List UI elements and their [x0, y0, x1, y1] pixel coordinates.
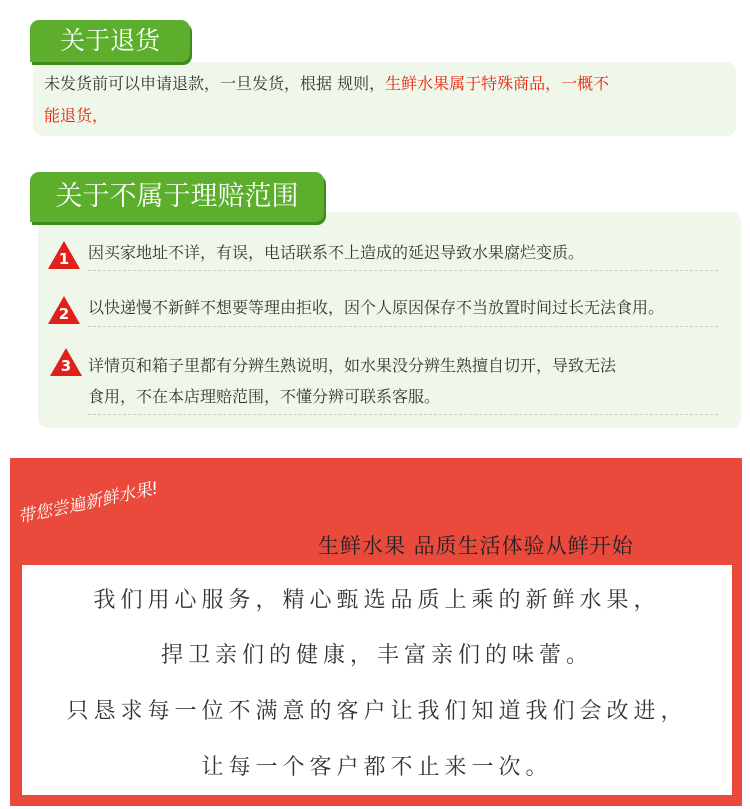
- returns-text-plain: 未发货前可以申请退款，一旦发货，根据 规则，: [44, 74, 386, 93]
- returns-text-line-1: [44, 74, 609, 94]
- dashed-divider: [88, 414, 718, 415]
- promo-line-1: 我们用心服务，精心甄选品质上乘的新鲜水果，: [93, 588, 661, 613]
- exclusion-text-1: 因买家地址不详，有误，电话联系不上造成的延迟导致水果腐烂变质。: [88, 243, 585, 262]
- returns-text-line-2: 能退货，: [44, 106, 109, 125]
- exclusion-text-2: 以快递慢不新鲜不想要等理由拒收，因个人原因保存不当放置时间过长无法食用。: [88, 298, 665, 317]
- dashed-divider: [88, 326, 718, 327]
- promo-slogan: 生鲜水果 品质生活体验从鲜开始: [318, 534, 634, 558]
- returns-text-red: 生鲜水果属于特殊商品，一概不: [385, 74, 610, 93]
- exclusion-number-3: 3: [60, 357, 72, 375]
- exclusions-section-title: 关于不属于理赔范围: [30, 172, 324, 222]
- promo-line-2: 捍卫亲们的健康，丰富亲们的味蕾。: [160, 643, 593, 668]
- returns-section-title: 关于退货: [30, 20, 190, 62]
- exclusion-number-1: 1: [58, 250, 70, 268]
- promo-line-4: 让每一个客户都不止来一次。: [201, 755, 553, 780]
- exclusion-text-3a: 详情页和箱子里都有分辨生熟说明，如水果没分辨生熟擅自切开，导致无法: [88, 356, 617, 375]
- promo-banner: 带您尝遍新鲜水果!: [16, 478, 161, 528]
- promo-line-3: 只恳求每一位不满意的客户让我们知道我们会改进，: [66, 699, 688, 724]
- dashed-divider: [88, 270, 718, 271]
- exclusion-number-2: 2: [58, 305, 70, 323]
- exclusion-text-3b: 食用，不在本店理赔范围，不懂分辨可联系客服。: [88, 387, 441, 406]
